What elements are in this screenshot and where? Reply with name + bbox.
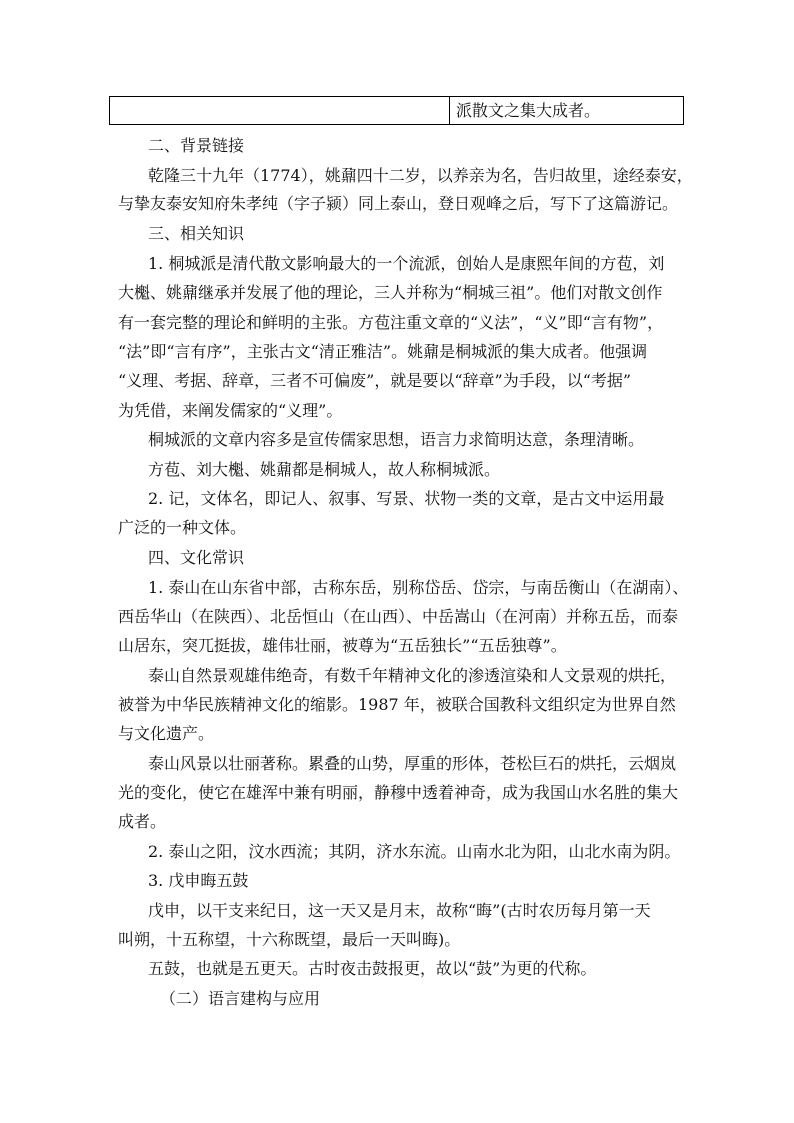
paragraph-line: 成者。 [118,812,167,831]
paragraph-line: 泰山自然景观雄伟绝奇，有数千年精神文化的渗透渲染和人文景观的烘托， [148,666,677,685]
table-cell-right: 派散文之集大成者。 [456,101,601,120]
paragraph-line: 1. 桐城派是清代散文影响最大的一个流派，创始人是康熙年间的方苞，刘 [148,254,665,273]
section-heading: （二）语言建构与应用 [160,989,321,1008]
paragraph-line: 桐城派的文章内容多是宣传儒家思想，语言力求简明达意，条理清晰。 [148,430,645,449]
paragraph-line: 山居东，突兀挺拔，雄伟壮丽，被尊为“五岳独长”“五岳独尊”。 [118,636,567,655]
table-fragment [109,96,684,125]
paragraph-line: 泰山风景以壮丽著称。累叠的山势，厚重的形体，苍松巨石的烘托，云烟岚 [148,754,677,773]
paragraph-line: 光的变化，使它在雄浑中兼有明丽，静穆中透着神奇，成为我国山水名胜的集大 [118,783,679,802]
paragraph-line: 大櫆、姚鼐继承并发展了他的理论，三人并称为“桐城三祖”。他们对散文创作 [118,283,663,302]
paragraph-line: “法”即“言有序”，主张古文“清正雅洁”。姚鼐是桐城派的集大成者。他强调 [118,342,648,361]
paragraph-line: 与文化遗产。 [118,724,215,743]
paragraph-line: 为凭借，来阐发儒家的“义理”。 [118,401,343,420]
paragraph-line: 乾隆三十九年（1774），姚鼐四十二岁，以养亲为名，告归故里，途经泰安， [148,166,693,185]
paragraph-line: “义理、考据、辞章，三者不可偏废”，就是要以“辞章”为手段，以“考据” [118,371,632,390]
paragraph-line: 叫朔，十五称望，十六称既望，最后一天叫晦)。 [118,930,461,949]
paragraph-line: 方苞、刘大櫆、姚鼐都是桐城人，故人称桐城派。 [148,460,501,479]
paragraph-line: 西岳华山（在陕西）、北岳恒山（在山西）、中岳嵩山（在河南）并称五岳，而泰 [118,607,679,626]
paragraph-line: 2. 泰山之阳，汶水西流；其阴，济水东流。山南水北为阳，山北水南为阴。 [148,842,681,861]
subsection-heading: 3. 戊申晦五鼓 [148,871,249,890]
section-heading: 二、背景链接 [148,136,245,155]
paragraph-line: 被誉为中华民族精神文化的缩影。1987 年，被联合国教科文组织定为世界自然 [118,695,676,714]
section-heading: 三、相关知识 [148,224,245,243]
paragraph-line: 有一套完整的理论和鲜明的主张。方苞注重文章的“义法”，“义”即“言有物”， [118,313,664,332]
paragraph-line: 1. 泰山在山东省中部，古称东岳，别称岱岳、岱宗，与南岳衡山（在湖南）、 [148,578,689,597]
section-heading: 四、文化常识 [148,548,245,567]
table-cell-left [110,97,450,124]
paragraph-line: 戊申，以干支来纪日，这一天又是月末，故称“晦”(古时农历每月第一天 [148,901,651,920]
paragraph-line: 2. 记，文体名，即记人、叙事、写景、状物一类的文章，是古文中运用最 [148,489,665,508]
paragraph-line: 广泛的一种文体。 [118,518,247,537]
paragraph-line: 与挚友泰安知府朱孝纯（字子颍）同上泰山，登日观峰之后，写下了这篇游记。 [118,194,679,213]
paragraph-line: 五鼓，也就是五更天。古时夜击鼓报更，故以“鼓”为更的代称。 [148,959,597,978]
